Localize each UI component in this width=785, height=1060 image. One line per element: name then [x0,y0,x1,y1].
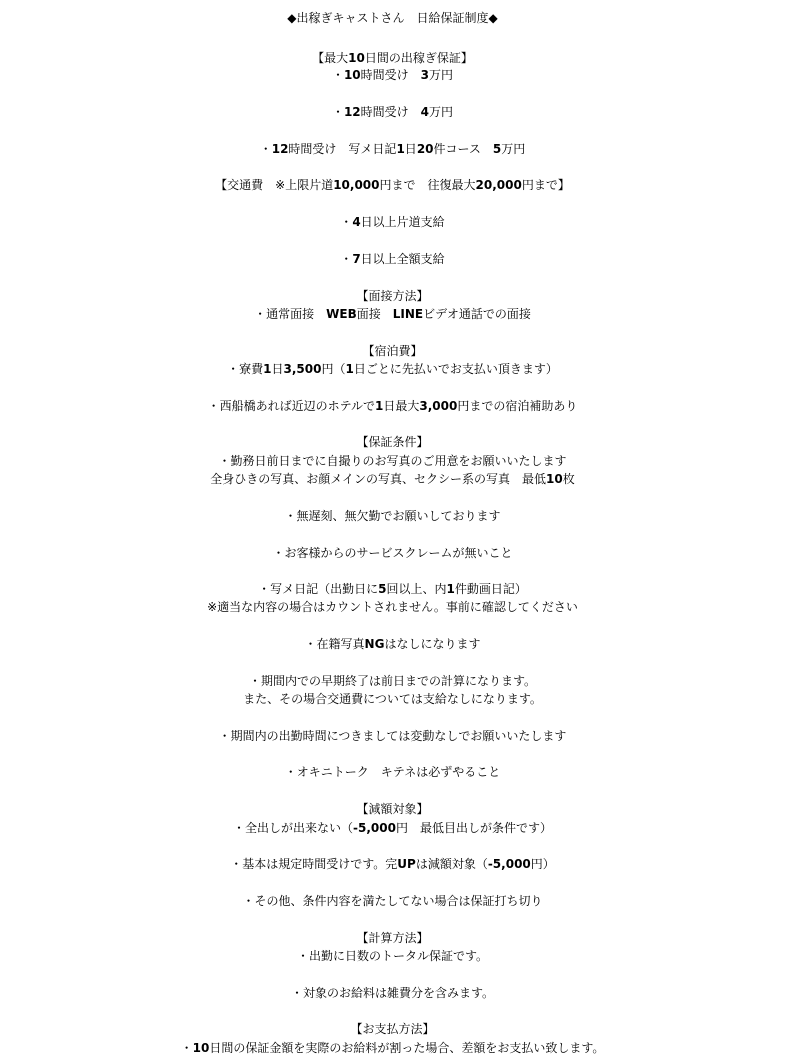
text-line: ・通常面接 WEB面接 LINEビデオ通話での面接 [254,307,531,321]
section-heading: 【減額対象】 [356,802,429,816]
text-line: ・期間内での早期終了は前日までの計算になります。 [248,674,537,688]
text-line: 全身ひきの写真、お顔メインの写真、セクシー系の写真 最低10枚 [210,472,575,486]
text-line: ・10時間受け 3万円 [331,68,454,82]
text-line: ・4日以上片道支給 [340,215,445,229]
text-line: ・12時間受け 4万円 [331,105,454,119]
text-line: ・対象のお給料は雑費分を含みます。 [290,986,495,1000]
section-heading: 【交通費 ※上限片道10,000円まで 往復最大20,000円まで】 [215,178,570,192]
section-heading: 【計算方法】 [356,931,429,945]
note-line: ※適当な内容の場合はカウントされません。事前に確認してください [207,600,578,614]
document-title: ◆出稼ぎキャストさん 日給保証制度◆ [287,11,498,25]
text-line: ・出勤に日数のトータル保証です。 [296,949,489,963]
text-line: ・12時間受け 写メ日記1日20件コース 5万円 [259,142,526,156]
text-line: ・西船橋あれば近辺のホテルで1日最大3,000円までの宿泊補助あり [207,399,578,413]
text-line: ・基本は規定時間受けです。完UPは減額対象（-5,000円） [230,857,555,871]
text-line: ・在籍写真NGはなしになります [304,637,481,651]
section-heading: 【保証条件】 [356,435,429,449]
text-line: また、その場合交通費については支給なしになります。 [243,692,542,706]
text-line: ・写メ日記（出勤日に5回以上、内1件動画日記） [258,582,527,596]
section-heading: 【面接方法】 [356,289,429,303]
text-line: ・無遅刻、無欠勤でお願いしております [284,509,501,523]
text-line: ・寮費1日3,500円（1日ごとに先払いでお支払い頂きます） [227,362,558,376]
text-line: ・10日間の保証金額を実際のお給料が割った場合、差額をお支払い致します。 [180,1041,605,1055]
section-heading: 【お支払方法】 [350,1022,435,1036]
text-line: ・オキニトーク キテネは必ずやること [284,765,501,779]
section-heading: 【宿泊費】 [362,344,423,358]
text-line: ・お客様からのサービスクレームが無いこと [272,546,513,560]
text-line: ・全出しが出来ない（-5,000円 最低目出しが条件です） [233,821,552,835]
section-heading: 【最大10日間の出稼ぎ保証】 [312,51,473,65]
text-line: ・期間内の出勤時間につきましては変動なしでお願いいたします [218,729,567,743]
text-line: ・その他、条件内容を満たしてない場合は保証打ち切り [242,894,543,908]
text-line: ・勤務日前日までに自撮りのお写真のご用意をお願いいたします [218,454,567,468]
text-line: ・7日以上全額支給 [340,252,445,266]
